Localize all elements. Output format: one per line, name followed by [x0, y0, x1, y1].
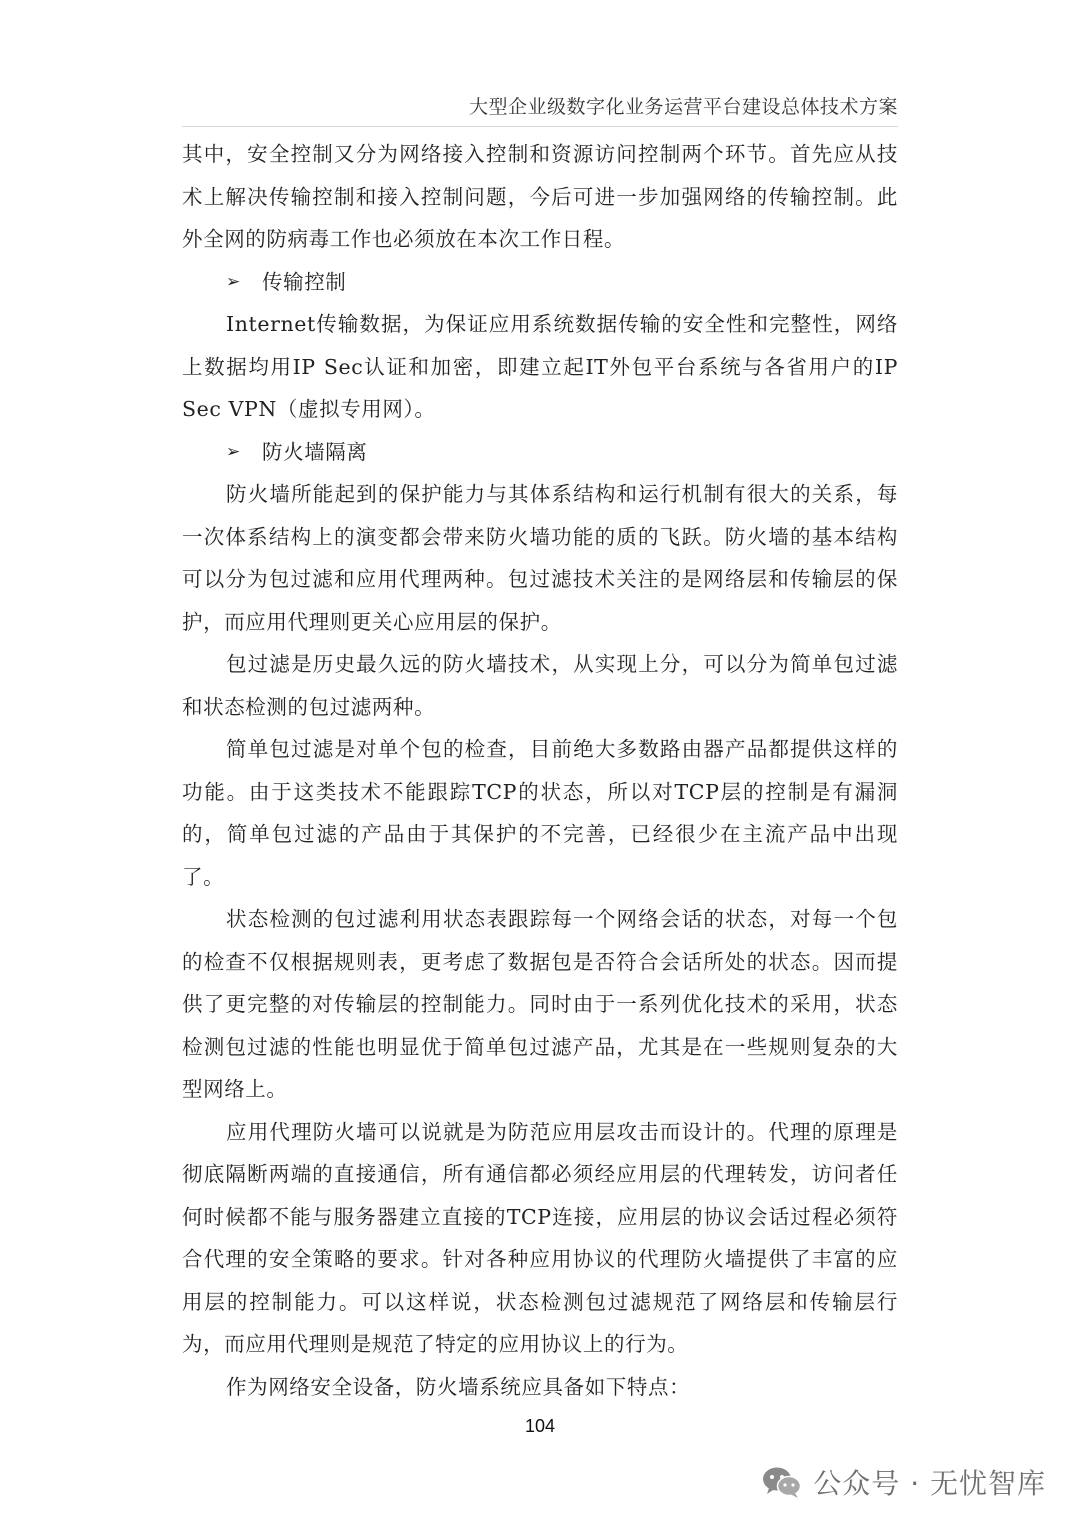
paragraph-application-proxy: 应用代理防火墙可以说就是为防范应用层攻击而设计的。代理的原理是彻底隔断两端的直接通信，所有通信都必须经应用层的代理转发，访问者任何时候都不能与服务器建立直接的TCP连接，应用层的协议会话过程必须符合代理的安全策略的要求。针对各种应用协议的代理防火墙提供了丰富的应用层的控制能力。可以这样说，状态检测包过滤规范了网络层和传输层行为，而应用代理则是规范了特定的应用协议上的行为。 — [182, 1119, 898, 1356]
watermark — [761, 1462, 1046, 1502]
bullet-label: 防火墙隔离 — [262, 439, 368, 464]
paragraph-stateful-inspection: 状态检测的包过滤利用状态表跟踪每一个网络会话的状态，对每一个包的检查不仅根据规则表，更考虑了数据包是否符合会话所处的状态。因而提供了更完整的对传输层的控制能力。同时由于一系列优化技术的采用，状态检测包过滤的性能也明显优于简单包过滤产品，尤其是在一些规则复杂的大型网络上。 — [182, 907, 898, 1101]
arrow-bullet-icon: ➢ — [226, 441, 241, 462]
document-body — [182, 133, 898, 1408]
header-divider — [182, 126, 898, 127]
bullet-label: 传输控制 — [262, 269, 347, 294]
running-header: 大型企业级数字化业务运营平台建设总体技术方案 — [468, 96, 898, 118]
paragraph-firewall-features-intro: 作为网络安全设备，防火墙系统应具备如下特点： — [226, 1374, 691, 1399]
paragraph-firewall-architecture: 防火墙所能起到的保护能力与其体系结构和运行机制有很大的关系，每一次体系结构上的演变都会带来防火墙功能的质的飞跃。防火墙的基本结构可以分为包过滤和应用代理两种。包过滤技术关注的是网络层和传输层的保护，而应用代理则更关心应用层的保护。 — [182, 482, 898, 634]
paragraph-simple-packet-filter: 简单包过滤是对单个包的检查，目前绝大多数路由器产品都提供这样的功能。由于这类技术不能跟踪TCP的状态，所以对TCP层的控制是有漏洞的，简单包过滤的产品由于其保护的不完善，已经很少在主流产品中出现了。 — [182, 737, 898, 889]
wechat-icon — [761, 1464, 803, 1500]
arrow-bullet-icon: ➢ — [226, 271, 241, 292]
watermark-text: 公众号 · 无忧智库 — [813, 1467, 1046, 1500]
bullet-transport-control — [182, 261, 898, 304]
paragraph-transport-data: Internet传输数据，为保证应用系统数据传输的安全性和完整性，网络上数据均用IP Sec认证和加密，即建立起IT外包平台系统与各省用户的IP Sec VPN（虚拟专用网）。 — [182, 312, 898, 421]
page-number: 104 — [524, 1416, 556, 1436]
paragraph-security-control: 其中，安全控制又分为网络接入控制和资源访问控制两个环节。首先应从技术上解决传输控制和接入控制问题，今后可进一步加强网络的传输控制。此外全网的防病毒工作也必须放在本次工作日程。 — [182, 142, 898, 251]
bullet-firewall-isolation — [182, 431, 898, 474]
paragraph-packet-filter-history: 包过滤是历史最久远的防火墙技术，从实现上分，可以分为简单包过滤和状态检测的包过滤两种。 — [182, 652, 898, 719]
